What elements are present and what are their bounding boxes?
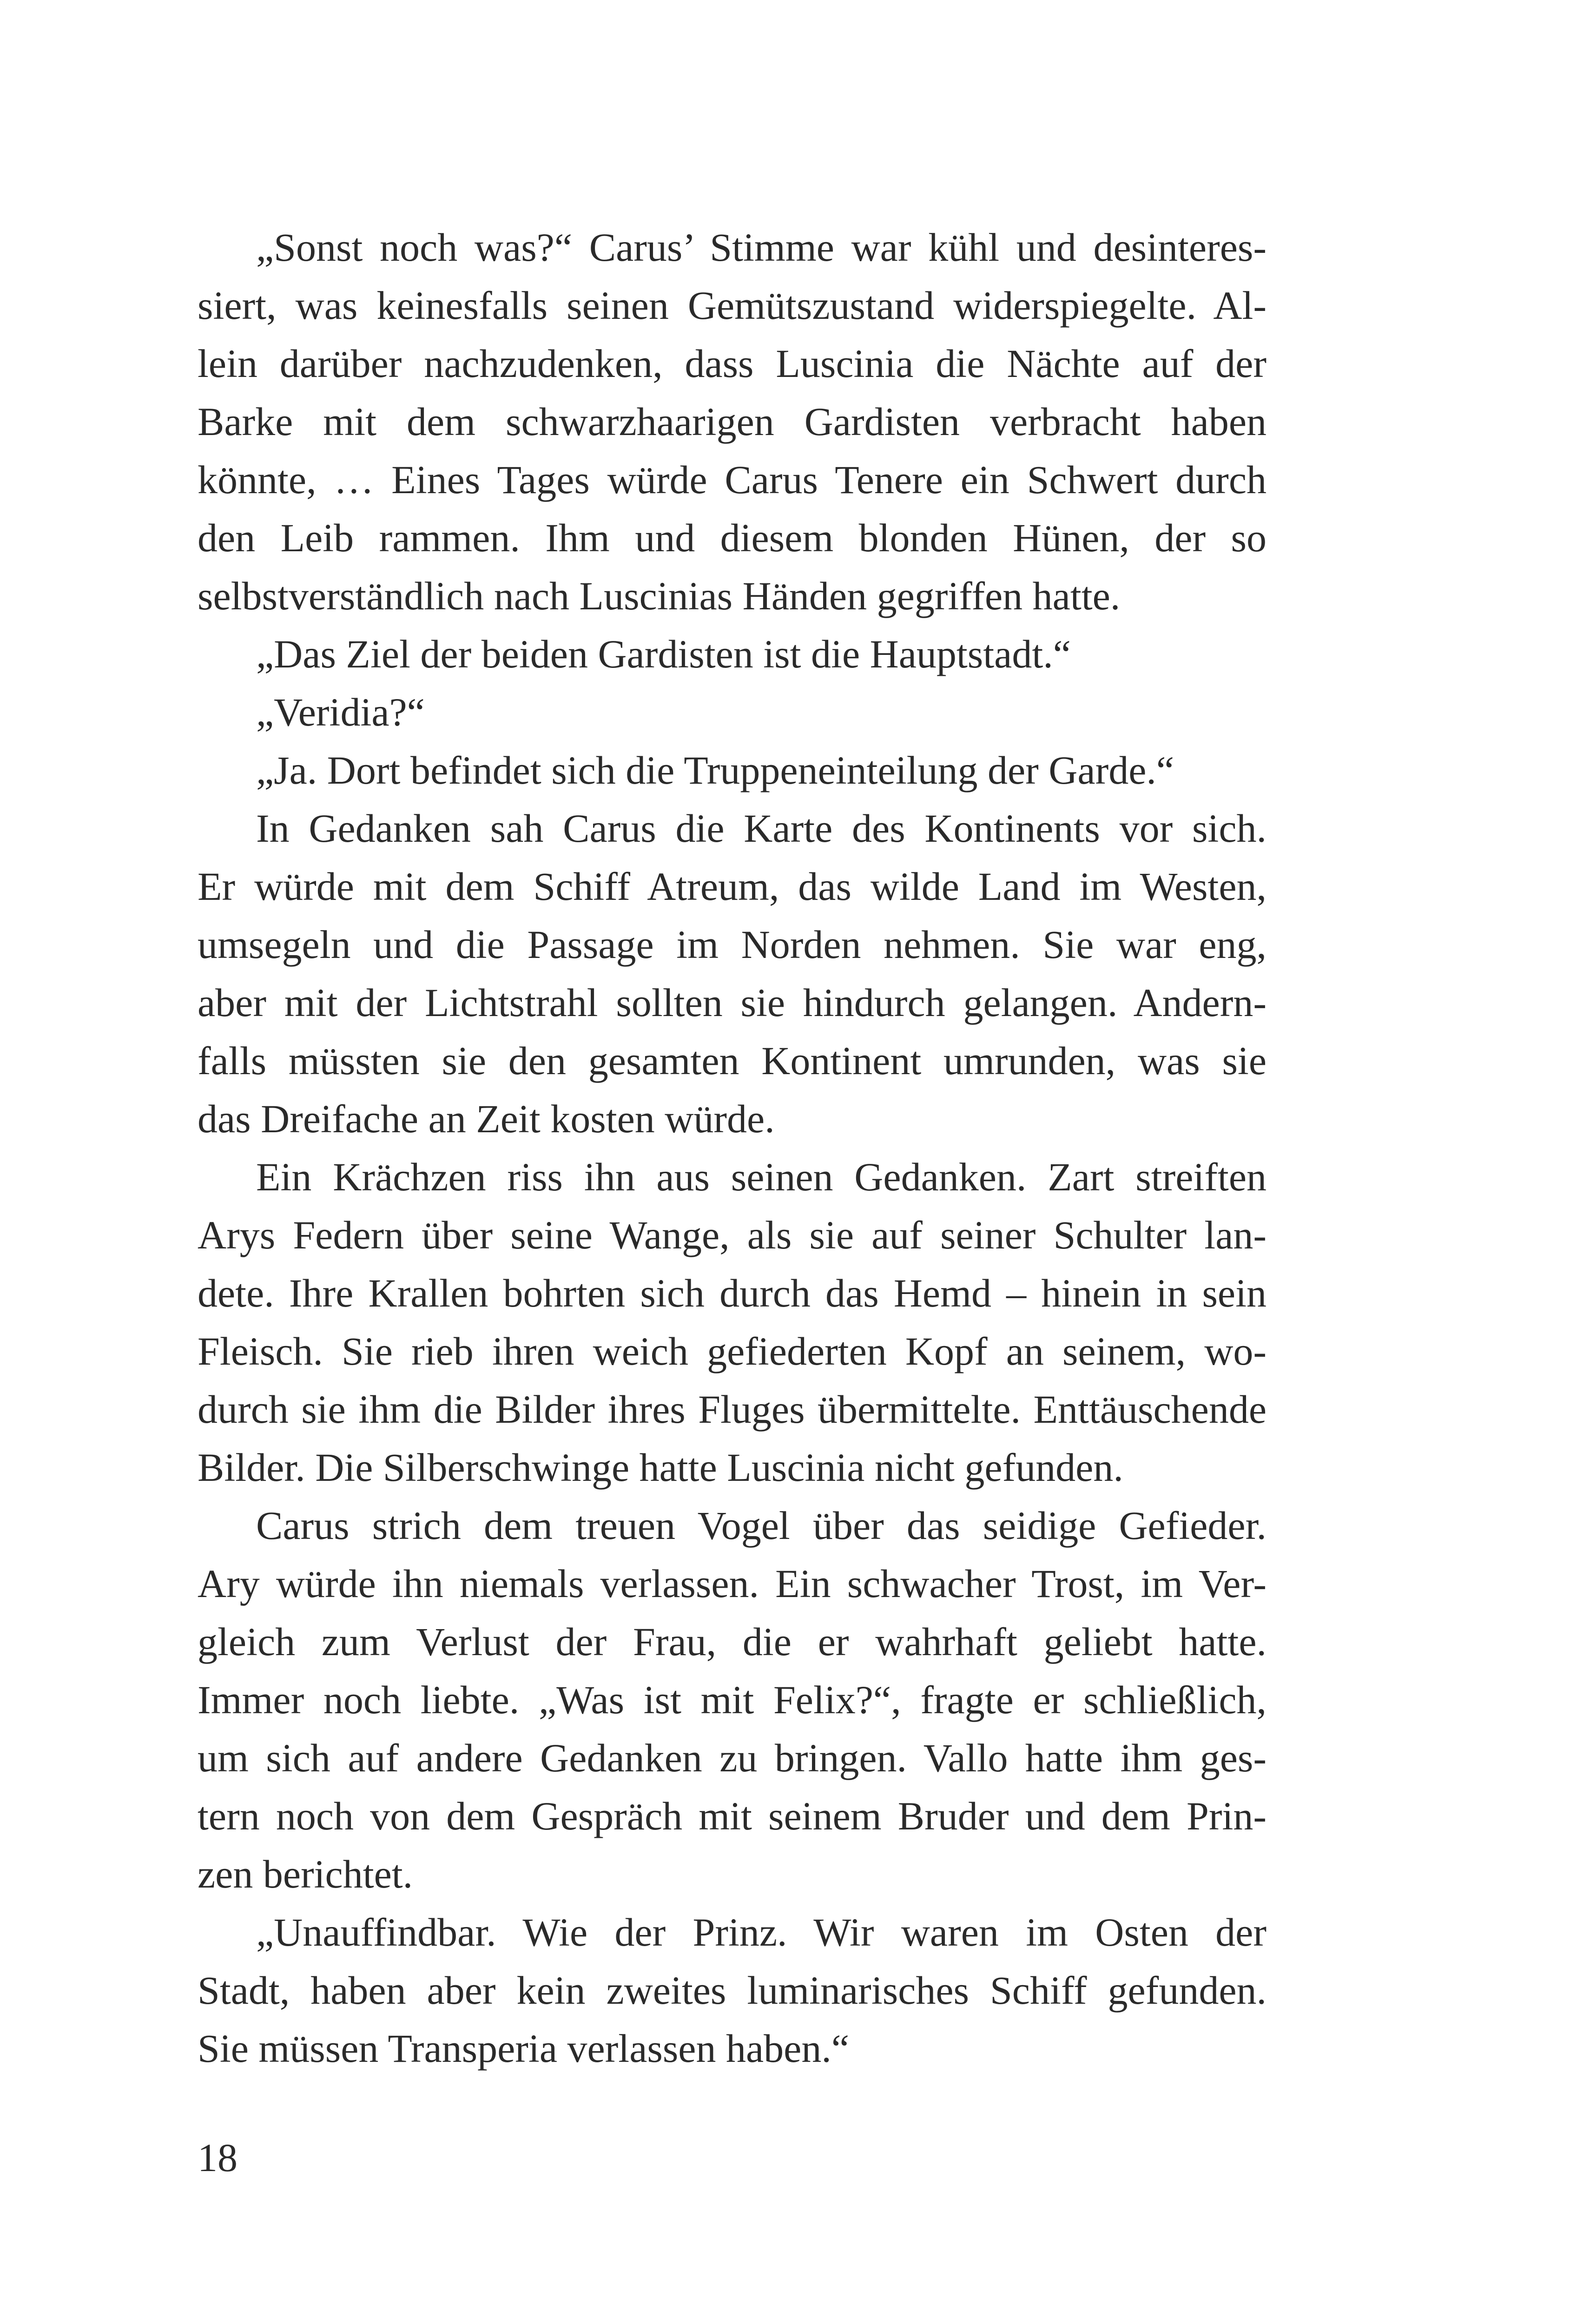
text-line: Fleisch. Sie rieb ihren weich gefiederten Kopf an seinem, wo- (198, 1329, 1267, 1373)
page-number: 18 (198, 2135, 237, 2180)
text-line: gleich zum Verlust der Frau, die er wahrhaft geliebt hatte. (198, 1619, 1267, 1664)
text-line: falls müssten sie den gesamten Kontinent umrunden, was sie (198, 1038, 1267, 1083)
text-line: siert, was keinesfalls seinen Gemütszustand widerspiegelte. Al- (198, 283, 1267, 328)
text-line: zen berichtet. (198, 1852, 413, 1896)
text-line: „Ja. Dort befindet sich die Truppeneinteilung der Garde.“ (256, 748, 1174, 792)
text-line: Ary würde ihn niemals verlassen. Ein schwacher Trost, im Ver- (198, 1561, 1267, 1606)
body-text (198, 218, 1267, 2078)
text-line: um sich auf andere Gedanken zu bringen. Vallo hatte ihm ges- (198, 1736, 1267, 1780)
text-line: selbstverständlich nach Luscinias Händen gegriffen hatte. (198, 574, 1121, 618)
text-line: Er würde mit dem Schiff Atreum, das wilde Land im Westen, (198, 864, 1267, 909)
text-line: könnte, … Eines Tages würde Carus Tenere ein Schwert durch (198, 457, 1267, 502)
text-line: den Leib rammen. Ihm und diesem blonden Hünen, der so (198, 515, 1267, 560)
text-line: Arys Federn über seine Wange, als sie auf seiner Schulter lan- (198, 1213, 1267, 1257)
text-line: durch sie ihm die Bilder ihres Fluges übermittelte. Enttäuschende (198, 1387, 1267, 1432)
text-line: In Gedanken sah Carus die Karte des Kontinents vor sich. (256, 806, 1267, 851)
text-line: aber mit der Lichtstrahl sollten sie hindurch gelangen. Andern- (198, 980, 1267, 1025)
text-line: Immer noch liebte. „Was ist mit Felix?“, fragte er schließlich, (198, 1677, 1267, 1722)
text-line: Carus strich dem treuen Vogel über das seidige Gefieder. (256, 1503, 1267, 1548)
text-line: Bilder. Die Silberschwinge hatte Luscinia nicht gefunden. (198, 1445, 1123, 1490)
text-line: umsegeln und die Passage im Norden nehmen. Sie war eng, (198, 922, 1267, 967)
text-line: Ein Krächzen riss ihn aus seinen Gedanken. Zart streiften (256, 1155, 1267, 1199)
text-line: Stadt, haben aber kein zweites luminarisches Schiff gefunden. (198, 1968, 1267, 2013)
text-line: „Sonst noch was?“ Carus’ Stimme war kühl und desinteres- (256, 225, 1267, 270)
text-line: lein darüber nachzudenken, dass Luscinia die Nächte auf der (198, 341, 1267, 386)
text-line: Barke mit dem schwarzhaarigen Gardisten verbracht haben (198, 399, 1267, 444)
text-line: „Veridia?“ (256, 690, 425, 734)
text-line: „Das Ziel der beiden Gardisten ist die Hauptstadt.“ (256, 632, 1071, 676)
text-line: das Dreifache an Zeit kosten würde. (198, 1096, 775, 1141)
text-line: Sie müssen Transperia verlassen haben.“ (198, 2026, 849, 2071)
text-line: „Unauffindbar. Wie der Prinz. Wir waren im Osten der (256, 1910, 1267, 1954)
text-line: dete. Ihre Krallen bohrten sich durch das Hemd – hinein in sein (198, 1271, 1267, 1315)
text-line: tern noch von dem Gespräch mit seinem Bruder und dem Prin- (198, 1794, 1267, 1838)
